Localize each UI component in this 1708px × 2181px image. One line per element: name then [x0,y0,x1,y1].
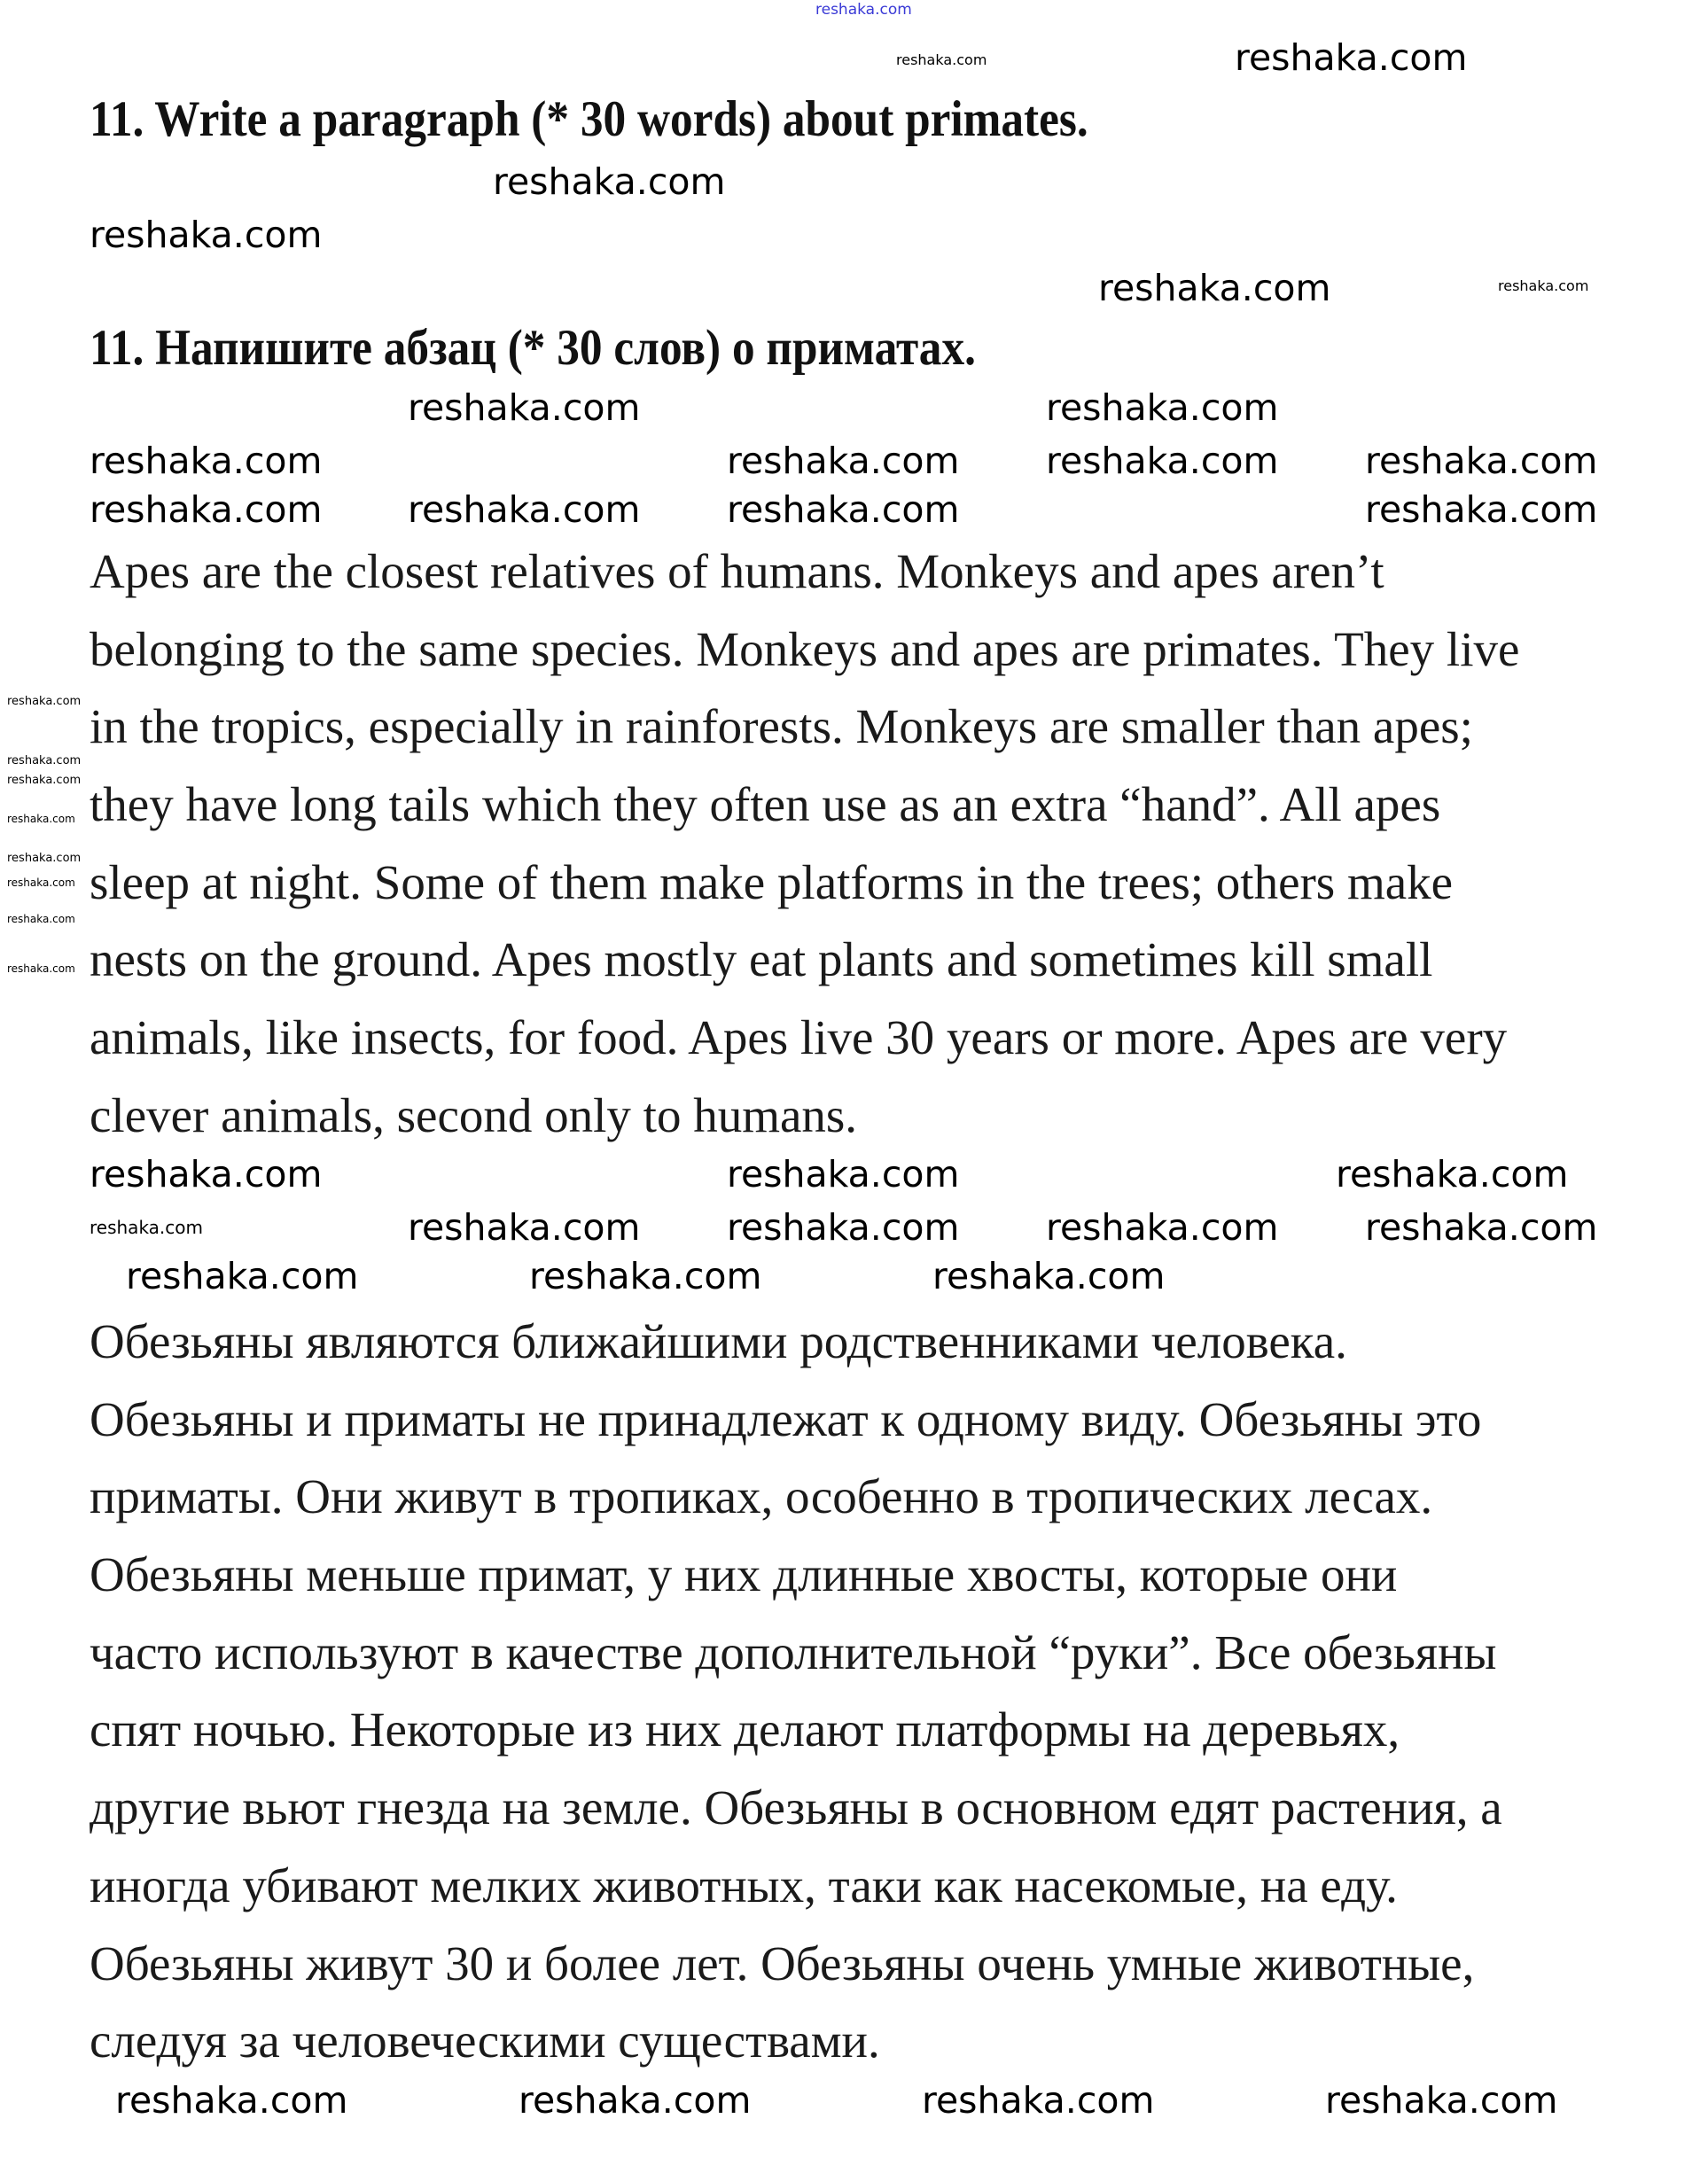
watermark: reshaka.com [90,1153,323,1196]
watermark: reshaka.com [7,876,75,889]
watermark: reshaka.com [896,51,987,68]
watermark: reshaka.com [7,754,82,767]
text-line: Обезьяны и приматы не принадлежат к одному виду. Обезьяны это [90,1391,1482,1446]
text-line: in the tropics, especially in rainforests. Monkeys are smaller than apes; [90,699,1473,754]
watermark: reshaka.com [1336,1153,1569,1196]
site-link[interactable]: reshaka.com [815,1,912,19]
watermark: reshaka.com [90,440,323,482]
text-line: clever animals, second only to humans. [90,1087,858,1142]
watermark: reshaka.com [727,488,960,531]
text-line: nests on the ground. Apes mostly eat plants and sometimes kill small [90,932,1433,987]
watermark: reshaka.com [7,913,75,925]
text-line: sleep at night. Some of them make platforms in the trees; others make [90,854,1454,909]
text-line: Обезьяны являются ближайшими родственниками человека. [90,1314,1347,1368]
watermark: reshaka.com [1098,267,1331,309]
watermark: reshaka.com [1365,1206,1598,1249]
watermark: reshaka.com [1235,36,1468,79]
watermark: reshaka.com [1046,386,1279,429]
watermark: reshaka.com [493,160,726,203]
watermark: reshaka.com [1365,440,1598,482]
watermark: reshaka.com [90,1217,203,1238]
text-line: приматы. Они живут в тропиках, особенно в тропических лесах. [90,1469,1433,1524]
watermark: reshaka.com [932,1255,1166,1297]
text-line: animals, like insects, for food. Apes live 30 years or more. Apes are very [90,1010,1508,1065]
exercise-heading-english: 11. Write a paragraph (* 30 words) about primates. [90,91,1088,147]
russian-paragraph [90,1303,1502,2080]
watermark: reshaka.com [727,1206,960,1249]
english-paragraph [90,533,1519,1155]
watermark: reshaka.com [115,2079,348,2122]
watermark: reshaka.com [519,2079,752,2122]
watermark: reshaka.com [1046,440,1279,482]
text-line: часто используют в качестве дополнительной “руки”. Все обезьяны [90,1624,1497,1679]
watermark: reshaka.com [408,488,641,531]
text-line: they have long tails which they often use as an extra “hand”. All apes [90,777,1441,832]
watermark: reshaka.com [7,962,75,975]
watermark: reshaka.com [1325,2079,1558,2122]
watermark: reshaka.com [7,695,82,708]
watermark: reshaka.com [408,1206,641,1249]
text-line: спят ночью. Некоторые из них делают платформы на деревьях, [90,1702,1400,1757]
exercise-heading-russian: 11. Напишите абзац (* 30 слов) о приматах. [90,320,976,376]
text-line: Обезьяны меньше примат, у них длинные хвосты, которые они [90,1547,1398,1602]
watermark: reshaka.com [922,2079,1155,2122]
watermark: reshaka.com [7,774,82,787]
watermark: reshaka.com [126,1255,359,1297]
text-line: Apes are the closest relatives of humans. Monkeys and apes aren’t [90,544,1384,598]
text-line: belonging to the same species. Monkeys and apes are primates. They live [90,621,1520,676]
watermark: reshaka.com [90,214,323,256]
watermark: reshaka.com [7,813,75,825]
watermark: reshaka.com [1498,277,1589,294]
watermark: reshaka.com [90,488,323,531]
text-line: иногда убивают мелких животных, таки как насекомые, на еду. [90,1858,1398,1912]
watermark: reshaka.com [1365,488,1598,531]
text-line: Обезьяны живут 30 и более лет. Обезьяны очень умные животные, [90,1936,1475,1990]
text-line: следуя за человеческими существами. [90,2014,880,2068]
text-line: другие вьют гнезда на земле. Обезьяны в основном едят растения, а [90,1780,1502,1835]
watermark: reshaka.com [1046,1206,1279,1249]
watermark: reshaka.com [727,440,960,482]
watermark: reshaka.com [727,1153,960,1196]
watermark: reshaka.com [408,386,641,429]
watermark: reshaka.com [529,1255,762,1297]
watermark: reshaka.com [7,852,82,865]
